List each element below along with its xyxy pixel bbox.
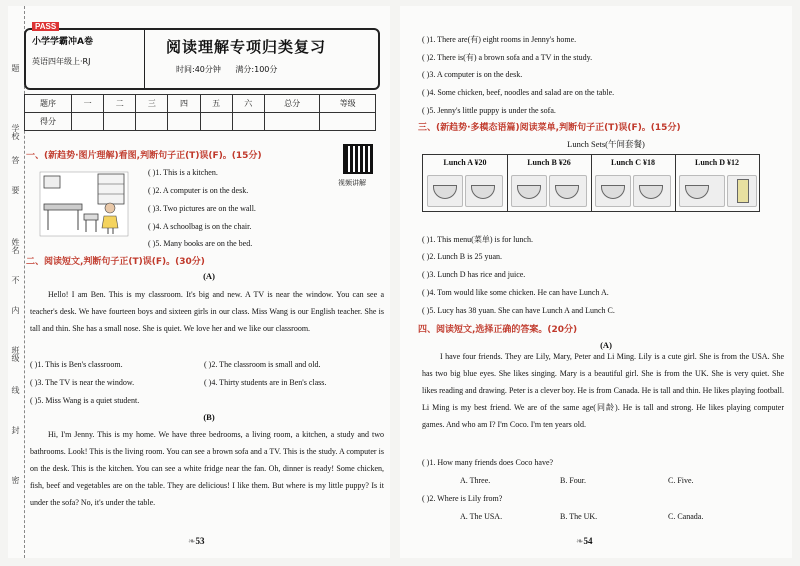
room-illustration bbox=[38, 170, 130, 238]
question-item: ( )4. A schoolbag is on the chair. bbox=[148, 222, 252, 231]
question-item: ( )3. Two pictures are on the wall. bbox=[148, 204, 256, 213]
question-item: ( )1. This menu(菜单) is for lunch. bbox=[422, 235, 533, 244]
question-item: ( )5. Many books are on the bed. bbox=[148, 239, 253, 248]
bowl-icon bbox=[517, 185, 541, 199]
table-cell: 题序 bbox=[25, 95, 72, 113]
spine-label: 密 bbox=[11, 476, 20, 484]
answer-option[interactable]: B. The UK. bbox=[560, 512, 598, 521]
page-title: 阅读理解专项归类复习 bbox=[166, 38, 327, 56]
passage-friends: I have four friends. They are Lily, Mary, Peter and Li Ming. Lily is a cute girl. She is from the USA. She has two big blue eyes. She likes singing. Mary is a beautiful girl. She is from the UK. She is very quiet. She likes reading and drawing. Peter is a clever boy. He is from Canada. He is tall and thin. He likes playing football. Li Ming is my best friend. We are of the same age(同龄). He is tall and strong. He likes playing computer games. And who am I? I'm Coco. I'm ten years old. bbox=[422, 352, 784, 429]
table-cell: 二 bbox=[104, 95, 136, 113]
table-cell bbox=[200, 113, 232, 131]
question-item: ( )5. Jenny's little puppy is under the sofa. bbox=[422, 106, 556, 115]
question-item: ( )5. Miss Wang is a quiet student. bbox=[30, 396, 140, 405]
question-item: ( )4. Tom would like some chicken. He can have Lunch A. bbox=[422, 288, 609, 297]
answer-option[interactable]: C. Five. bbox=[668, 476, 694, 485]
table-cell bbox=[168, 113, 200, 131]
bowl-icon bbox=[471, 185, 495, 199]
table-cell bbox=[72, 113, 104, 131]
brand-logo: PASS bbox=[32, 22, 59, 31]
section-title: 三、(新趋势·多模态语篇)阅读菜单,判断句子正(T)误(F)。(15分) bbox=[418, 123, 681, 133]
table-cell: 一 bbox=[72, 95, 104, 113]
answer-option[interactable]: C. Canada. bbox=[668, 512, 704, 521]
question-item: ( )3. Lunch D has rice and juice. bbox=[422, 270, 526, 279]
menu-label: Lunch C ¥18 bbox=[610, 158, 655, 167]
food-image bbox=[727, 175, 757, 207]
answer-option[interactable]: B. Four. bbox=[560, 476, 587, 485]
spine-label: 答 bbox=[11, 156, 20, 164]
bowl-icon bbox=[433, 185, 457, 199]
right-page bbox=[400, 6, 792, 558]
exam-meta bbox=[176, 64, 289, 75]
spine-label: 封 bbox=[11, 426, 20, 434]
spine-label: 要 bbox=[11, 186, 20, 194]
qr-code-icon[interactable] bbox=[343, 144, 373, 174]
table-cell: 四 bbox=[168, 95, 200, 113]
question-item: ( )1. How many friends does Coco have? bbox=[422, 458, 554, 467]
menu-cell-c bbox=[591, 155, 676, 211]
juice-icon bbox=[737, 179, 749, 203]
page-number: ❧ 53 bbox=[188, 536, 205, 547]
time-limit: 时间:40分钟 bbox=[176, 65, 221, 74]
question-item: ( )1. This is a kitchen. bbox=[148, 168, 218, 177]
part-label: (A) bbox=[600, 340, 612, 350]
menu-title: Lunch Sets(午间套餐) bbox=[567, 139, 645, 149]
table-cell bbox=[104, 113, 136, 131]
part-label: (A) bbox=[203, 271, 215, 281]
question-item: ( )1. This is Ben's classroom. bbox=[30, 360, 123, 369]
food-image bbox=[511, 175, 547, 207]
spine-label: 题 bbox=[11, 64, 20, 72]
bowl-icon bbox=[639, 185, 663, 199]
full-score: 满分:100分 bbox=[235, 65, 278, 74]
food-image bbox=[549, 175, 587, 207]
table-cell bbox=[232, 113, 264, 131]
food-image bbox=[633, 175, 671, 207]
lunch-menu bbox=[422, 154, 760, 212]
grade-label: 英语四年级上·RJ bbox=[32, 57, 91, 66]
part-label: (B) bbox=[203, 412, 215, 422]
spine-label: 学校 bbox=[11, 124, 20, 140]
exam-header bbox=[24, 22, 380, 90]
question-item: ( )2. The classroom is small and old. bbox=[204, 360, 321, 369]
passage-b: Hi, I'm Jenny. This is my home. We have three bedrooms, a living room, a kitchen, a study and two bathrooms. Look! This is the living room. You can see a brown sofa and a TV. This is the study. A computer is on the desk. This is the kitchen. You can see a white fridge near the fan. Oh, dinner is ready! Some chicken, fish, beef and vegetables are on the table. They are delicious! I like them. But where is my little puppy? Is it under the sofa? No, it's under the table. bbox=[30, 430, 384, 507]
bowl-icon bbox=[685, 185, 709, 199]
question-item: ( )3. The TV is near the window. bbox=[30, 378, 135, 387]
bowl-icon bbox=[601, 185, 625, 199]
question-item: ( )2. A computer is on the desk. bbox=[148, 186, 249, 195]
food-image bbox=[679, 175, 725, 207]
table-cell: 得分 bbox=[25, 113, 72, 131]
question-item: ( )2. Where is Lily from? bbox=[422, 494, 503, 503]
table-cell: 三 bbox=[136, 95, 168, 113]
menu-cell-a bbox=[423, 155, 508, 211]
qr-label: 视频讲解 bbox=[338, 179, 366, 187]
section-title: 四、阅读短文,选择正确的答案。(20分) bbox=[418, 325, 578, 335]
table-cell: 六 bbox=[232, 95, 264, 113]
score-table bbox=[24, 94, 376, 131]
menu-cell-b bbox=[507, 155, 592, 211]
food-image bbox=[465, 175, 503, 207]
food-image bbox=[595, 175, 631, 207]
menu-label: Lunch D ¥12 bbox=[694, 158, 739, 167]
question-item: ( )1. There are(有) eight rooms in Jenny's home. bbox=[422, 35, 577, 44]
table-cell: 总分 bbox=[264, 95, 320, 113]
table-cell bbox=[320, 113, 376, 131]
score-header-row bbox=[25, 95, 376, 113]
spine-label: 不 bbox=[11, 276, 20, 284]
table-cell: 五 bbox=[200, 95, 232, 113]
section-title: 一、(新趋势·图片理解)看图,判断句子正(T)误(F)。(15分) bbox=[26, 151, 262, 161]
passage-a: Hello! I am Ben. This is my classroom. It's big and new. A TV is near the window. You can see a teacher's desk. We have fourteen boys and sixteen girls in our class. Miss Wang is our English teacher. She is tall and thin. She has a small nose. She is quiet. We love her and we like our classroom. bbox=[30, 290, 384, 333]
left-page bbox=[8, 6, 390, 558]
answer-option[interactable]: A. The USA. bbox=[460, 512, 503, 521]
question-item: ( )4. Thirty students are in Ben's class. bbox=[204, 378, 327, 387]
spine-label: 姓名 bbox=[11, 238, 20, 254]
menu-label: Lunch B ¥26 bbox=[527, 158, 571, 167]
question-item: ( )5. Lucy has 38 yuan. She can have Lunch A and Lunch C. bbox=[422, 306, 615, 315]
menu-cell-d bbox=[675, 155, 759, 211]
spine-label: 线 bbox=[11, 386, 20, 394]
divider bbox=[144, 30, 145, 88]
spine-label: 内 bbox=[11, 306, 20, 314]
question-item: ( )4. Some chicken, beef, noodles and salad are on the table. bbox=[422, 88, 615, 97]
food-image bbox=[427, 175, 463, 207]
table-cell bbox=[136, 113, 168, 131]
score-value-row bbox=[25, 113, 376, 131]
binding-spine bbox=[8, 6, 25, 558]
section-title: 二、阅读短文,判断句子正(T)误(F)。(30分) bbox=[26, 257, 205, 267]
question-item: ( )3. A computer is on the desk. bbox=[422, 70, 523, 79]
page-number: ❧ 54 bbox=[576, 536, 593, 547]
bowl-icon bbox=[555, 185, 579, 199]
spine-label: 班级 bbox=[11, 346, 20, 362]
series-name: 小学学霸冲A卷 bbox=[32, 37, 93, 47]
menu-label: Lunch A ¥20 bbox=[443, 158, 487, 167]
table-cell: 等级 bbox=[320, 95, 376, 113]
question-item: ( )2. There is(有) a brown sofa and a TV in the study. bbox=[422, 53, 593, 62]
answer-option[interactable]: A. Three. bbox=[460, 476, 491, 485]
table-cell bbox=[264, 113, 320, 131]
question-item: ( )2. Lunch B is 25 yuan. bbox=[422, 252, 502, 261]
